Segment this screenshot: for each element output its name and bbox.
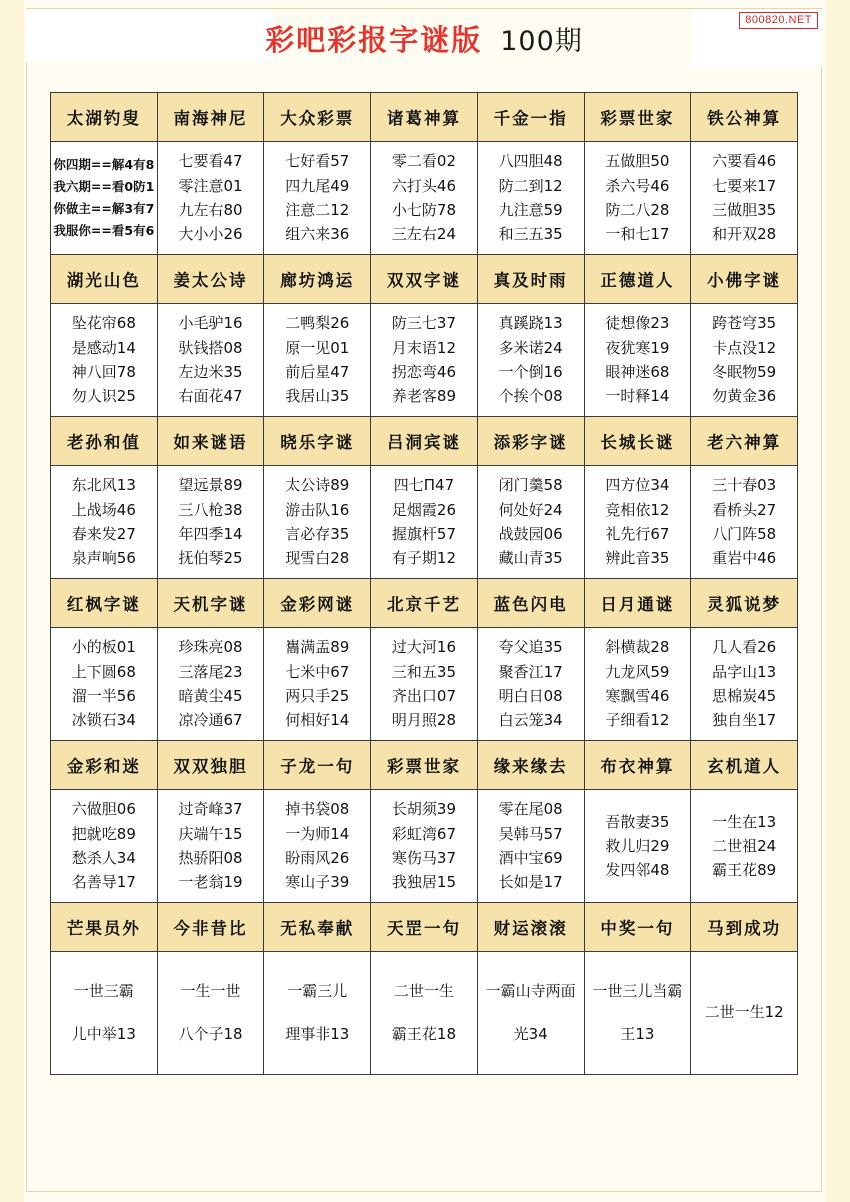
column-header-cell: 姜太公诗 <box>157 255 264 304</box>
riddle-cell <box>51 790 158 903</box>
riddle-lines <box>478 149 584 246</box>
riddle-cell <box>157 628 264 741</box>
riddle-line: 二世一生 <box>393 981 454 1000</box>
riddle-line: 小毛驴16 <box>178 314 243 333</box>
riddle-line: 过大河16 <box>391 638 456 657</box>
column-header-cell: 今非昔比 <box>157 903 264 952</box>
riddle-line: 名善导17 <box>71 873 136 892</box>
column-header-cell: 诸葛神算 <box>371 93 478 142</box>
riddle-lines <box>585 473 691 570</box>
riddle-cell <box>371 142 478 255</box>
riddle-cell <box>691 628 798 741</box>
riddle-line: 珍珠亮08 <box>178 638 243 657</box>
riddle-line: 长胡须39 <box>391 800 456 819</box>
riddle-line: 辨此音35 <box>605 549 670 568</box>
column-header-cell: 彩票世家 <box>371 741 478 790</box>
table-row <box>51 304 798 417</box>
riddle-line: 两只手25 <box>285 687 350 705</box>
riddle-lines <box>371 473 477 570</box>
riddle-lines <box>51 154 157 243</box>
table-row <box>51 628 798 741</box>
column-header-cell: 大众彩票 <box>264 93 371 142</box>
riddle-line: 七要来17 <box>712 176 777 195</box>
riddle-line: 霸王花89 <box>712 861 777 880</box>
riddle-line: 和开双28 <box>712 225 777 244</box>
riddle-line: 凉冷通67 <box>178 711 243 730</box>
riddle-cell <box>157 952 264 1075</box>
riddle-line: 养老客89 <box>391 387 456 406</box>
riddle-lines <box>585 311 691 408</box>
riddle-cell <box>584 952 691 1075</box>
column-header-cell: 子龙一句 <box>264 741 371 790</box>
riddle-lines <box>478 797 584 894</box>
riddle-line: 九注意59 <box>498 201 563 219</box>
riddle-line: 齐出口07 <box>391 687 456 705</box>
column-header-cell: 千金一指 <box>477 93 584 142</box>
table-row <box>51 142 798 255</box>
riddle-line: 一和七17 <box>605 225 670 244</box>
riddle-line: 藏山青35 <box>498 549 563 568</box>
riddle-cell <box>157 142 264 255</box>
riddle-cell <box>691 142 798 255</box>
riddle-cell <box>477 790 584 903</box>
riddle-line: 一霸三儿 <box>287 981 348 1000</box>
table-row <box>51 952 798 1075</box>
riddle-line: 言必存35 <box>285 525 350 543</box>
riddle-line: 驮钱搭08 <box>178 338 243 357</box>
riddle-line: 卡点没12 <box>712 338 777 357</box>
riddle-lines <box>264 797 370 894</box>
riddle-line: 三落尾23 <box>178 662 243 681</box>
riddle-line: 溜一半56 <box>71 687 136 705</box>
riddle-line: 长如是17 <box>498 873 563 892</box>
riddle-line: 望远景89 <box>178 476 243 495</box>
riddle-cell <box>264 466 371 579</box>
riddle-lines <box>158 149 264 246</box>
riddle-line: 月末语12 <box>391 338 456 357</box>
column-header-cell: 真及时雨 <box>477 255 584 304</box>
riddle-line: 聚香江17 <box>498 662 563 681</box>
riddle-line: 年四季14 <box>178 525 243 543</box>
page-title <box>26 18 822 59</box>
riddle-line: 泉声响56 <box>71 549 136 568</box>
riddle-line: 吾散妻35 <box>605 812 670 831</box>
riddle-line: 是感动14 <box>71 338 136 357</box>
column-header-cell: 红枫字谜 <box>51 579 158 628</box>
riddle-line: 七要看47 <box>178 152 243 171</box>
riddle-line: 组六来36 <box>285 225 350 244</box>
riddle-cell <box>371 952 478 1075</box>
riddle-line: 二鸭梨26 <box>285 314 350 333</box>
riddle-line: 一为师14 <box>285 824 350 843</box>
riddle-line: 霸王花18 <box>391 1025 456 1043</box>
column-header-cell: 天罡一句 <box>371 903 478 952</box>
riddle-lines <box>264 149 370 246</box>
riddle-line: 我独居15 <box>391 873 456 892</box>
riddle-line: 游击队16 <box>285 500 350 519</box>
riddle-cell <box>584 790 691 903</box>
riddle-line: 六要看46 <box>712 152 777 171</box>
riddle-line: 冰锁石34 <box>71 711 136 730</box>
riddle-lines <box>264 473 370 570</box>
column-header-cell: 天机字谜 <box>157 579 264 628</box>
riddle-line: 一时释14 <box>605 387 670 406</box>
riddle-line: 握旗杆57 <box>391 525 456 543</box>
riddle-lines <box>691 311 797 408</box>
column-header-cell: 彩票世家 <box>584 93 691 142</box>
riddle-line: 跨苍穹35 <box>712 314 777 333</box>
page-title-main: 彩吧彩报字谜版 <box>265 23 483 57</box>
riddle-line: 寒飘雪46 <box>605 687 670 705</box>
riddle-lines <box>264 311 370 408</box>
column-header-cell: 小佛字谜 <box>691 255 798 304</box>
column-header-cell: 灵狐说梦 <box>691 579 798 628</box>
riddle-cell <box>157 466 264 579</box>
riddle-line: 原一见01 <box>285 338 350 357</box>
watermark-label: 800820.NET <box>739 12 818 29</box>
riddle-lines <box>478 473 584 570</box>
riddle-line: 注意二12 <box>285 201 350 219</box>
riddle-line: 一世三霸 <box>73 981 134 1000</box>
riddle-lines <box>158 473 264 570</box>
riddle-line: 七好看57 <box>285 152 350 171</box>
riddle-lines <box>691 635 797 732</box>
riddle-line: 一世三儿当霸 <box>592 981 683 1000</box>
riddle-cell <box>264 142 371 255</box>
riddle-line: 八四胆48 <box>498 152 563 171</box>
riddle-line: 拐恋弯46 <box>391 363 456 381</box>
riddle-lines <box>691 810 797 883</box>
riddle-line: 右面花47 <box>178 387 243 406</box>
riddle-line: 五做胆50 <box>605 152 670 171</box>
riddle-line: 大小小26 <box>178 225 243 244</box>
riddle-line: 防三七37 <box>391 314 456 333</box>
table-header-row <box>51 579 798 628</box>
riddle-line: 和三五35 <box>498 225 563 244</box>
riddle-line: 庆端午15 <box>178 824 243 843</box>
riddle-cell <box>51 304 158 417</box>
riddle-line: 四七П47 <box>393 476 455 495</box>
riddle-line: 巂满盂89 <box>285 638 350 657</box>
riddle-line: 发四邻48 <box>605 861 670 880</box>
column-header-cell: 铁公神算 <box>691 93 798 142</box>
riddle-lines <box>51 473 157 570</box>
table-row <box>51 466 798 579</box>
riddle-line: 救儿归29 <box>605 836 670 855</box>
riddle-line: 光34 <box>513 1025 548 1043</box>
riddle-lines <box>371 635 477 732</box>
column-header-cell: 老孙和值 <box>51 417 158 466</box>
column-header-cell: 吕洞宾谜 <box>371 417 478 466</box>
riddle-line: 三做胆35 <box>712 201 777 219</box>
riddle-line: 春来发27 <box>71 525 136 543</box>
riddle-line: 暗黄尘45 <box>178 687 243 705</box>
riddle-line: 神八回78 <box>71 363 136 381</box>
column-header-cell: 布衣神算 <box>584 741 691 790</box>
riddle-cell <box>691 304 798 417</box>
riddle-line: 六做胆06 <box>71 800 136 819</box>
riddle-cell <box>264 952 371 1075</box>
column-header-cell: 马到成功 <box>691 903 798 952</box>
riddle-cell <box>477 304 584 417</box>
riddle-line: 儿中举13 <box>71 1025 136 1043</box>
table-header-row <box>51 903 798 952</box>
riddle-line: 零在尾08 <box>498 800 563 819</box>
riddle-line: 六打头46 <box>391 176 456 195</box>
riddle-line: 斜横裁28 <box>605 638 670 657</box>
riddle-table <box>50 92 798 1075</box>
riddle-lines <box>371 797 477 894</box>
riddle-line: 热骄阳08 <box>178 849 243 867</box>
riddle-cell <box>477 628 584 741</box>
riddle-line: 我六期==看0防1 <box>53 178 155 194</box>
riddle-lines <box>158 797 264 894</box>
column-header-cell: 财运滚滚 <box>477 903 584 952</box>
column-header-cell: 湖光山色 <box>51 255 158 304</box>
riddle-cell <box>477 466 584 579</box>
riddle-line: 理事非13 <box>285 1025 350 1043</box>
riddle-lines <box>158 311 264 408</box>
riddle-cell <box>477 952 584 1075</box>
riddle-line: 白云笼34 <box>498 711 563 730</box>
riddle-cell <box>371 790 478 903</box>
riddle-line: 明月照28 <box>391 711 456 730</box>
column-header-cell: 中奖一句 <box>584 903 691 952</box>
riddle-cell <box>691 952 798 1075</box>
riddle-line: 独自坐17 <box>712 711 777 730</box>
riddle-lines <box>264 970 370 1057</box>
riddle-line: 你四期==解4有8 <box>53 156 155 172</box>
riddle-line: 足烟霞26 <box>391 500 456 519</box>
riddle-cell <box>584 628 691 741</box>
riddle-cell <box>264 790 371 903</box>
riddle-lines <box>691 149 797 246</box>
riddle-line: 二世祖24 <box>712 836 777 855</box>
riddle-line: 东北风13 <box>71 476 136 495</box>
column-header-cell: 晓乐字谜 <box>264 417 371 466</box>
riddle-line: 礼先行67 <box>605 525 670 543</box>
riddle-cell <box>371 466 478 579</box>
riddle-line: 一个倒16 <box>498 363 563 381</box>
riddle-line: 三八枪38 <box>178 500 243 519</box>
riddle-line: 我居山35 <box>285 387 350 406</box>
riddle-line: 几人看26 <box>712 638 777 657</box>
riddle-line: 闭门羹58 <box>498 476 563 495</box>
riddle-cell <box>51 952 158 1075</box>
riddle-cell <box>691 466 798 579</box>
riddle-line: 防二到12 <box>498 176 563 195</box>
riddle-cell <box>157 304 264 417</box>
riddle-line: 把就吃89 <box>71 824 136 843</box>
riddle-cell <box>371 628 478 741</box>
riddle-line: 前后星47 <box>285 363 350 381</box>
column-header-cell: 金彩网谜 <box>264 579 371 628</box>
riddle-line: 你做主==解3有7 <box>53 201 155 216</box>
riddle-cell <box>691 790 798 903</box>
riddle-line: 我服你==看5有6 <box>53 223 155 239</box>
riddle-line: 竞相依12 <box>605 500 670 519</box>
riddle-lines <box>371 970 477 1057</box>
riddle-lines <box>51 970 157 1057</box>
table-header-row <box>51 93 798 142</box>
riddle-line: 二世一生12 <box>704 1003 784 1022</box>
table-header-row <box>51 417 798 466</box>
riddle-line: 现雪白28 <box>285 549 350 568</box>
riddle-lines <box>585 810 691 883</box>
riddle-line: 四九尾49 <box>285 176 350 195</box>
riddle-lines <box>158 970 264 1057</box>
column-header-cell: 双双字谜 <box>371 255 478 304</box>
riddle-line: 愁杀人34 <box>71 849 136 867</box>
column-header-cell: 日月通谜 <box>584 579 691 628</box>
riddle-line: 勿黄金36 <box>712 387 777 406</box>
column-header-cell: 缘来缘去 <box>477 741 584 790</box>
riddle-lines <box>158 635 264 732</box>
column-header-cell: 添彩字谜 <box>477 417 584 466</box>
riddle-line: 上战场46 <box>71 500 136 519</box>
riddle-line: 三和五35 <box>391 662 456 681</box>
riddle-cell <box>264 628 371 741</box>
riddle-line: 掉书袋08 <box>285 800 350 819</box>
riddle-line: 多米诺24 <box>498 338 563 357</box>
riddle-line: 防二八28 <box>605 201 670 219</box>
riddle-lines <box>51 311 157 408</box>
riddle-line: 王13 <box>620 1025 655 1043</box>
riddle-lines <box>585 635 691 732</box>
riddle-line: 个挨个08 <box>498 387 563 406</box>
riddle-line: 九龙风59 <box>605 662 670 681</box>
column-header-cell: 蓝色闪电 <box>477 579 584 628</box>
riddle-line: 盼雨风26 <box>285 849 350 867</box>
riddle-lines <box>371 311 477 408</box>
riddle-line: 三左右24 <box>391 225 456 244</box>
riddle-cell <box>584 466 691 579</box>
riddle-line: 子细看12 <box>605 711 670 730</box>
riddle-cell <box>157 790 264 903</box>
riddle-line: 四方位34 <box>605 476 670 495</box>
riddle-lines <box>585 149 691 246</box>
riddle-cell <box>477 142 584 255</box>
riddle-line: 八门阵58 <box>712 525 777 543</box>
riddle-line: 七米中67 <box>285 662 350 681</box>
riddle-line: 思棉炭45 <box>712 687 777 705</box>
riddle-line: 左边米35 <box>178 363 243 381</box>
riddle-line: 抚伯琴25 <box>178 549 243 568</box>
riddle-line: 寒伤马37 <box>391 849 456 867</box>
column-header-cell: 正德道人 <box>584 255 691 304</box>
riddle-line: 勿人识25 <box>71 387 136 406</box>
riddle-lines <box>478 635 584 732</box>
riddle-cell <box>51 142 158 255</box>
page-header <box>26 8 822 86</box>
column-header-cell: 太湖钓叟 <box>51 93 158 142</box>
riddle-line: 夜犹寒19 <box>605 338 670 357</box>
riddle-lines <box>51 797 157 894</box>
riddle-line: 明白日08 <box>498 687 563 705</box>
riddle-lines <box>51 635 157 732</box>
riddle-line: 品字山13 <box>712 662 777 681</box>
column-header-cell: 玄机道人 <box>691 741 798 790</box>
riddle-line: 吴韩马57 <box>498 824 563 843</box>
riddle-line: 一生一世 <box>180 981 241 1000</box>
riddle-line: 一老翁19 <box>178 873 243 892</box>
riddle-line: 重岩中46 <box>712 549 777 568</box>
riddle-line: 徒想像23 <box>605 314 670 333</box>
riddle-cell <box>51 466 158 579</box>
riddle-line: 零二看02 <box>391 152 456 171</box>
riddle-line: 真蹊跷13 <box>498 314 563 333</box>
riddle-cell <box>371 304 478 417</box>
column-header-cell: 芒果员外 <box>51 903 158 952</box>
riddle-lines <box>371 149 477 246</box>
column-header-cell: 北京千艺 <box>371 579 478 628</box>
riddle-line: 三十春03 <box>712 476 777 495</box>
table-row <box>51 790 798 903</box>
column-header-cell: 老六神算 <box>691 417 798 466</box>
page-title-issue: 100期 <box>500 26 583 57</box>
riddle-cell <box>264 304 371 417</box>
riddle-line: 坠花帘68 <box>71 314 136 333</box>
riddle-lines <box>691 473 797 570</box>
table-header-row <box>51 255 798 304</box>
riddle-line: 看桥头27 <box>712 500 777 519</box>
riddle-line: 冬眠物59 <box>712 363 777 381</box>
riddle-line: 一霸山寺两面 <box>485 981 576 1000</box>
riddle-cell <box>584 304 691 417</box>
riddle-line: 何处好24 <box>498 500 563 519</box>
riddle-lines <box>691 997 797 1029</box>
riddle-line: 九左右80 <box>178 201 243 219</box>
column-header-cell: 无私奉献 <box>264 903 371 952</box>
riddle-line: 有子期12 <box>391 549 456 568</box>
riddle-line: 眼神迷68 <box>605 363 670 381</box>
riddle-line: 寒山子39 <box>285 873 350 892</box>
riddle-line: 过奇峰37 <box>178 800 243 819</box>
riddle-line: 杀六号46 <box>605 176 670 195</box>
riddle-cell <box>584 142 691 255</box>
riddle-line: 零注意01 <box>178 176 243 195</box>
riddle-cell <box>51 628 158 741</box>
table-header-row <box>51 741 798 790</box>
riddle-line: 上下圆68 <box>71 662 136 681</box>
column-header-cell: 廊坊鸿运 <box>264 255 371 304</box>
riddle-line: 八个子18 <box>178 1025 243 1043</box>
riddle-line: 何相好14 <box>285 711 350 730</box>
riddle-line: 战鼓园06 <box>498 525 563 543</box>
riddle-lines <box>478 970 584 1057</box>
riddle-lines <box>264 635 370 732</box>
riddle-line: 夸父追35 <box>498 638 563 657</box>
column-header-cell: 如来谜语 <box>157 417 264 466</box>
riddle-line: 小的板01 <box>71 638 136 657</box>
column-header-cell: 金彩和迷 <box>51 741 158 790</box>
column-header-cell: 南海神尼 <box>157 93 264 142</box>
column-header-cell: 双双独胆 <box>157 741 264 790</box>
riddle-line: 酒中宝69 <box>498 849 563 867</box>
column-header-cell: 长城长谜 <box>584 417 691 466</box>
riddle-line: 一生在13 <box>712 812 777 831</box>
riddle-lines <box>585 970 691 1057</box>
riddle-line: 小七防78 <box>391 201 456 219</box>
riddle-lines <box>478 311 584 408</box>
riddle-line: 太公诗89 <box>285 476 350 495</box>
riddle-line: 彩虹湾67 <box>391 824 456 843</box>
